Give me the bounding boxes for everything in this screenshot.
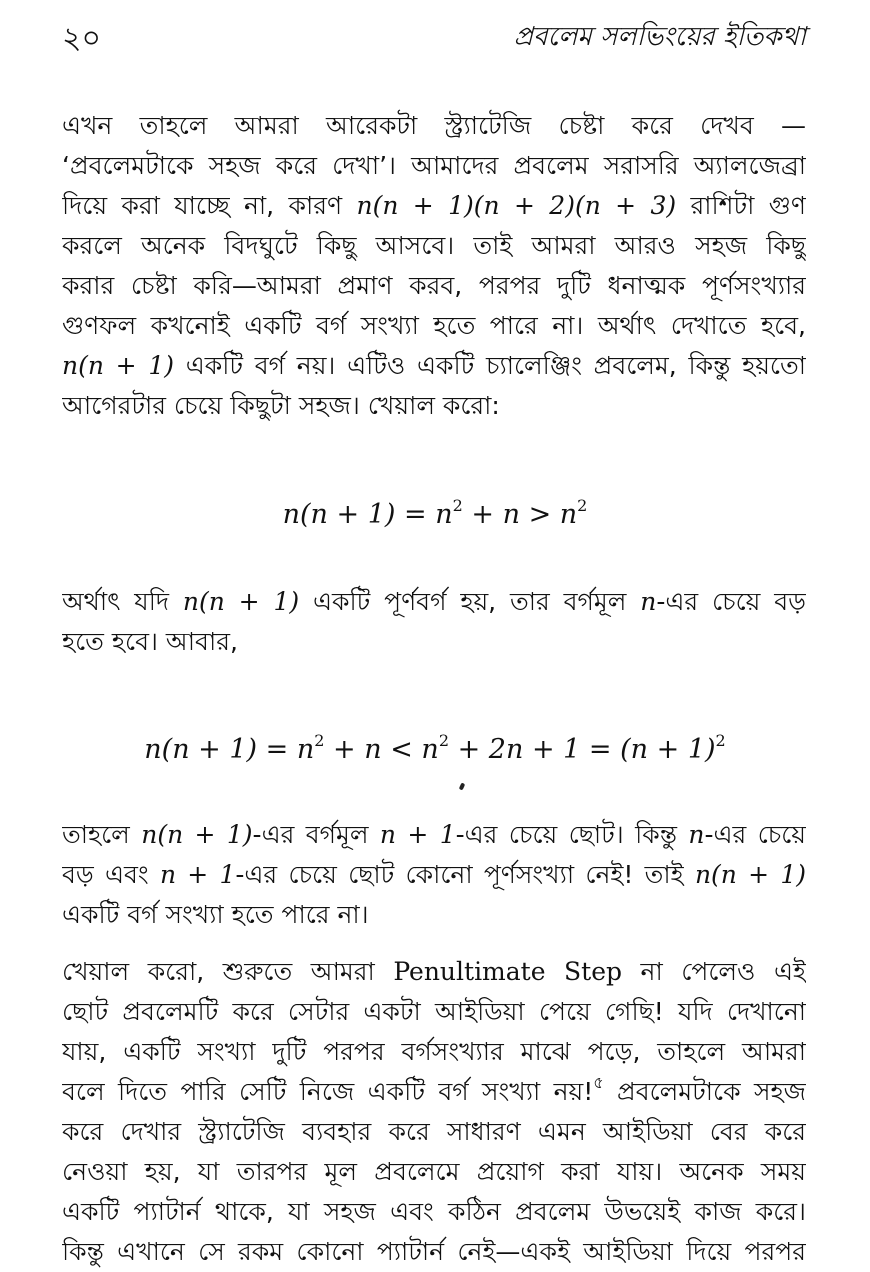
text-span: -এর বর্গমূল [252, 820, 369, 849]
text-line: কিন্তু এখানে সে রকম কোনো প্যাটার্ন নেই—একই আইডিয়া দিয়ে পরপর [62, 1237, 806, 1266]
text-span [640, 587, 806, 616]
text-span: রাশিটা গুণ [690, 191, 806, 220]
text-span: প্রবলেমটাকে সহজ [617, 1077, 806, 1106]
text-line: একটি বর্গ সংখ্যা হতে পারে না। [62, 900, 369, 929]
text-span: -এর চেয়ে [704, 820, 806, 849]
latin-term: Penultimate Step [393, 957, 623, 986]
text-span: একটি পূর্ণবর্গ হয়, তার বর্গমূল [312, 587, 627, 616]
text-line: করলে অনেক বিদঘুটে কিছু আসবে। তাই আমরা আরও সহজ কিছু [62, 231, 806, 260]
math-expression: n(n + 1)(n + 2)(n + 3) [356, 191, 677, 220]
text-span: না পেলেও এই [640, 957, 806, 986]
text-span: একটি বর্গ নয়। এটিও একটি চ্যালেঞ্জিং প্রবলেম, কিন্তু হয়তো [185, 351, 806, 380]
math-expression: n(n + 1) [141, 820, 253, 849]
exponent: 2 [715, 731, 726, 750]
equation-part: + 2n + 1 = (n + 1) [449, 734, 716, 765]
print-speck [459, 782, 466, 790]
running-title: প্রবলেম সলভিংয়ের ইতিকথা [513, 22, 806, 52]
text-line [62, 1072, 806, 1112]
text-line: ছোট প্রবলেমটি করে সেটার একটা আইডিয়া পেয়ে গেছি! যদি দেখানো [62, 997, 806, 1026]
text-span: দিয়ে করা যাচ্ছে না, কারণ [62, 191, 343, 220]
page-number: ২০ [62, 21, 102, 56]
text-line: ‘প্রবলেমটাকে সহজ করে দেখা’। আমাদের প্রবলেম সরাসরি অ্যালজেব্রা [62, 151, 806, 180]
exponent: 2 [438, 731, 449, 750]
math-expression: n [640, 587, 657, 616]
text-line [62, 346, 806, 386]
text-span [380, 820, 677, 849]
text-span: -এর চেয়ে ছোট কোনো পূর্ণসংখ্যা নেই! তাই [235, 860, 684, 889]
text-span: অর্থাৎ যদি [62, 587, 169, 616]
text-span [62, 1073, 604, 1106]
display-equation-2 [0, 730, 870, 770]
text-span [160, 860, 684, 889]
exponent: 2 [577, 496, 588, 515]
equation-part: + n < n [324, 734, 439, 765]
equation-part: + n > n [462, 499, 578, 530]
text-line: যায়, একটি সংখ্যা দুটি পরপর বর্গসংখ্যার মাঝে পড়ে, তাহলে আমরা [62, 1037, 806, 1066]
text-line [62, 582, 806, 622]
math-expression: n(n + 1) [694, 860, 806, 889]
text-span [688, 820, 806, 849]
text-span: খেয়াল করো, শুরুতে আমরা [62, 957, 375, 986]
text-span: বলে দিতে পারি সেটি নিজে একটি বর্গ সংখ্যা নয়! [62, 1077, 594, 1106]
text-line: করার চেষ্টা করি—আমরা প্রমাণ করব, পরপর দুটি ধনাত্মক পূর্ণসংখ্যার [62, 271, 806, 300]
footnote-marker: ৫ [593, 1073, 604, 1092]
exponent: 2 [314, 731, 325, 750]
equation-part: n(n + 1) = n [144, 734, 315, 765]
text-span [141, 820, 368, 849]
text-line [62, 855, 806, 895]
exponent: 2 [452, 496, 463, 515]
text-line: এখন তাহলে আমরা আরেকটা স্ট্র্যাটেজি চেষ্টা করে দেখব — [62, 111, 806, 140]
text-span: বড় এবং [62, 860, 149, 889]
text-line: আগেরটার চেয়ে কিছুটা সহজ। খেয়াল করো: [62, 391, 500, 420]
text-line [62, 186, 806, 226]
text-span: তাহলে [62, 820, 130, 849]
math-expression: n [688, 820, 705, 849]
math-expression: n(n + 1) [182, 587, 300, 616]
math-expression: n + 1 [379, 820, 456, 849]
text-line [62, 952, 806, 992]
math-expression: n + 1 [159, 860, 236, 889]
text-span: -এর চেয়ে বড় [656, 587, 806, 616]
text-line: গুণফল কখনোই একটি বর্গ সংখ্যা হতে পারে না। অর্থাৎ দেখাতে হবে, [62, 311, 806, 340]
text-line: করে দেখার স্ট্র্যাটেজি ব্যবহার করে সাধারণ এমন আইডিয়া বের করে [62, 1117, 806, 1146]
text-line [62, 815, 806, 855]
page-header [62, 14, 806, 58]
math-expression: n(n + 1) [62, 351, 175, 380]
text-line: নেওয়া হয়, যা তারপর মূল প্রবলেমে প্রয়োগ করা যায়। অনেক সময় [62, 1157, 806, 1186]
text-span: -এর চেয়ে ছোট। কিন্তু [455, 820, 677, 849]
text-line: একটি প্যাটার্ন থাকে, যা সহজ এবং কঠিন প্রবলেম উভয়েই কাজ করে। [62, 1197, 806, 1226]
equation-part: n(n + 1) = n [282, 499, 453, 530]
text-line: হতে হবে। আবার, [62, 627, 238, 656]
display-equation-1 [0, 495, 870, 535]
